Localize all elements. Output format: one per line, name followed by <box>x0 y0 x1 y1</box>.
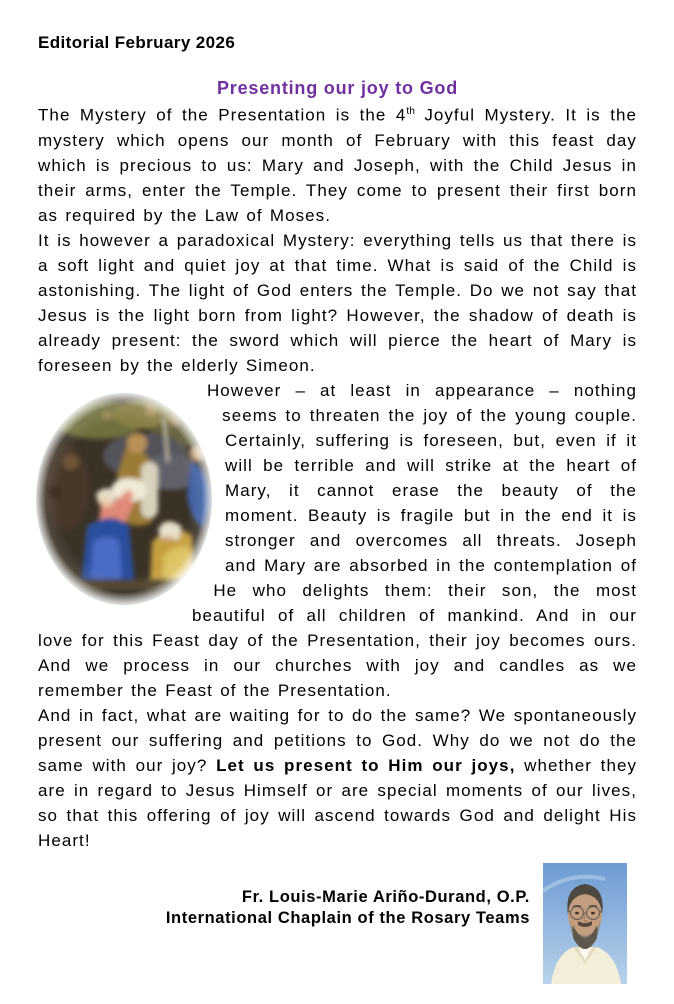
presentation-painting-image <box>33 390 215 608</box>
page-title: Presenting our joy to God <box>216 78 458 98</box>
author-name: Fr. Louis-Marie Ariño-Durand, O.P. <box>241 887 530 906</box>
signature-block <box>38 863 637 984</box>
paragraph-mystery-presentation <box>38 99 637 228</box>
paragraph-joy-of-couple: However – at least in appearance – nothing seems to threaten the joy of the young couple. Certainly, suffering is foreseen, but, even if it will be terrible and will strike at the heart of Mary, it cannot erase the beauty of the moment. Beauty is fragile but in the end it is stronger and overcomes all threats. Joseph and Mary are absorbed in the contemplation of He who delights them: their son, the most beautiful of all children of mankind. And in our love for this Feast day of the Presentation, their joy becomes ours. And we process in our churches with joy and candles as we remember the Feast of the Presentation. <box>38 380 637 700</box>
author-role: International Chaplain of the Rosary Teams <box>165 908 530 927</box>
paragraph-text: whether they are in regard to Jesus Himself or are special moments of our lives, so that this offering of joy will ascend towards God and delight His Heart! <box>38 755 638 850</box>
paragraph-present-our-joys <box>38 703 637 853</box>
paragraph-paradoxical-mystery: It is however a paradoxical Mystery: everything tells us that there is a soft light and quiet joy at that time. What is said of the Child is astonishing. The light of God enters the Temple. Do we not say that Jesus is the light born from light? However, the shadow of death is already present: the sword which will pierce the heart of Mary is foreseen by the elderly Simeon. <box>38 230 637 375</box>
author-signature <box>166 863 530 929</box>
paragraph-text: The Mystery of the Presentation is the 4 <box>38 105 407 125</box>
ordinal-superscript: th <box>406 106 415 117</box>
bold-exhortation: Let us present to Him our joys, <box>216 755 516 775</box>
chaplain-portrait-photo <box>543 863 627 984</box>
edition-label: Editorial February 2026 <box>38 33 236 52</box>
paragraph-text: And in fact, what are waiting for to do the same? We spontaneously present our suffering and petitions to God. Why do we not do the same with our joy? <box>38 705 637 775</box>
paragraph-text: Joyful Mystery. It is the mystery which opens our month of February with this feast day which is precious to us: Mary and Joseph, with the Child Jesus in their arms, enter the Temple. They come to present their first born as required by the Law of Moses. <box>38 105 637 225</box>
